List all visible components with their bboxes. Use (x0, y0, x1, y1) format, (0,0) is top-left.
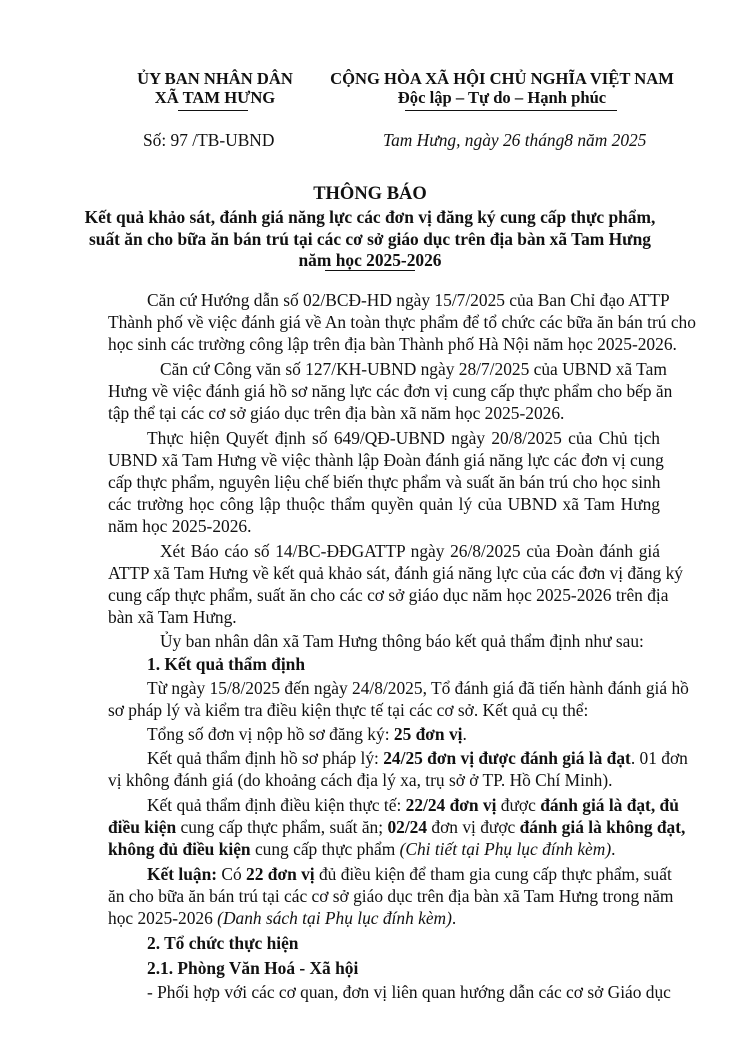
para1-line1: Căn cứ Hướng dẫn số 02/BCĐ-HD ngày 15/7/2025 của Ban Chỉ đạo ATTP (147, 290, 670, 310)
legal-result-line2: vị không đánh giá (do khoảng cách địa lý xa, trụ sở ở TP. Hồ Chí Minh). (108, 770, 613, 790)
para3-line4: các trường học công lập thuộc thẩm quyền quản lý của UBND xã Tam Hưng (108, 494, 660, 514)
actual-result-line3: không đủ điều kiện cung cấp thực phẩm (Chi tiết tại Phụ lục đính kèm). (108, 839, 616, 859)
total-units-line: Tổng số đơn vị nộp hồ sơ đăng ký: 25 đơn vị. (147, 724, 467, 744)
right-underline (405, 110, 617, 111)
para3-line2: UBND xã Tam Hưng về việc thành lập Đoàn đánh giá năng lực các đơn vị cung (108, 450, 664, 470)
legal-result-line1: Kết quả thẩm định hồ sơ pháp lý: 24/25 đơn vị được đánh giá là đạt. 01 đơn (147, 748, 688, 768)
para3-line3: cấp thực phẩm, nguyên liệu chế biến thực phẩm và suất ăn bán trú cho học sinh (108, 472, 661, 492)
para3-line5: năm học 2025-2026. (108, 516, 252, 536)
place-date: Tam Hưng, ngày 26 tháng8 năm 2025 (383, 130, 647, 150)
para6-line1: Từ ngày 15/8/2025 đến ngày 24/8/2025, Tổ đánh giá đã tiến hành đánh giá hồ (147, 678, 689, 698)
title-underline (325, 270, 415, 271)
para3-line1: Thực hiện Quyết định số 649/QĐ-UBND ngày 20/8/2025 của Chủ tịch (147, 428, 660, 448)
para2-line3: tập thể tại các cơ sở giáo dục trên địa bàn xã năm học 2025-2026. (108, 403, 565, 423)
para1-line3: học sinh các trường công lập trên địa bàn Thành phố Hà Nội năm học 2025-2026. (108, 334, 677, 354)
conclusion-line3: học 2025-2026 (Danh sách tại Phụ lục đính kèm). (108, 908, 457, 928)
para4-line2: ATTP xã Tam Hưng về kết quả khảo sát, đánh giá năng lực của các đơn vị đăng ký (108, 563, 683, 583)
para1-line2: Thành phố về việc đánh giá về An toàn thực phẩm để tổ chức các bữa ăn bán trú cho (108, 312, 696, 332)
section-2-heading: 2. Tổ chức thực hiện (147, 933, 299, 953)
national-motto: Độc lập – Tự do – Hạnh phúc (397, 88, 607, 107)
section-1-heading: 1. Kết quả thẩm định (147, 654, 306, 674)
para2-line2: Hưng về việc đánh giá hồ sơ năng lực các đơn vị cung cấp thực phẩm cho bếp ăn (108, 381, 673, 401)
doc-subtitle-1: Kết quả khảo sát, đánh giá năng lực các đơn vị đăng ký cung cấp thực phẩm, (84, 207, 656, 227)
commune-name: XÃ TAM HƯNG (154, 88, 276, 107)
para2-line1: Căn cứ Công văn số 127/KH-UBND ngày 28/7/2025 của UBND xã Tam (160, 359, 667, 379)
para6-line2: sơ pháp lý và kiểm tra điều kiện thực tế tại các cơ sở. Kết quả cụ thể: (108, 700, 589, 720)
doc-subtitle-2: suất ăn cho bữa ăn bán trú tại các cơ sở giáo dục trên địa bàn xã Tam Hưng (89, 229, 651, 249)
para11: - Phối hợp với các cơ quan, đơn vị liên quan hướng dẫn các cơ sở Giáo dục (147, 982, 671, 1002)
doc-title: THÔNG BÁO (313, 184, 427, 204)
para5: Ủy ban nhân dân xã Tam Hưng thông báo kết quả thẩm định như sau: (160, 631, 644, 651)
conclusion-line2: ăn cho bữa ăn bán trú tại các cơ sở giáo dục trên địa bàn xã Tam Hưng trong năm (108, 886, 674, 906)
para4-line1: Xét Báo cáo số 14/BC-ĐĐGATTP ngày 26/8/2025 của Đoàn đánh giá (160, 541, 660, 561)
conclusion-line1: Kết luận: Có 22 đơn vị đủ điều kiện để tham gia cung cấp thực phẩm, suất (147, 864, 672, 884)
agency-name: ỦY BAN NHÂN DÂN (137, 69, 293, 88)
actual-result-line2: điều kiện cung cấp thực phẩm, suất ăn; 02/24 đơn vị được đánh giá là không đạt, (108, 817, 686, 837)
para4-line3: cung cấp thực phẩm, suất ăn cho các cơ sở giáo dục năm học 2025-2026 trên địa (108, 585, 669, 605)
section-2-1-heading: 2.1. Phòng Văn Hoá - Xã hội (147, 958, 359, 978)
actual-result-line1: Kết quả thẩm định điều kiện thực tế: 22/24 đơn vị được đánh giá là đạt, đủ (147, 795, 679, 815)
document-number: Số: 97 /TB-UBND (143, 130, 275, 150)
para4-line4: bàn xã Tam Hưng. (108, 607, 237, 627)
national-title: CỘNG HÒA XÃ HỘI CHỦ NGHĨA VIỆT NAM (330, 69, 674, 88)
doc-subtitle-3: năm học 2025-2026 (298, 250, 442, 270)
left-underline (178, 110, 248, 111)
